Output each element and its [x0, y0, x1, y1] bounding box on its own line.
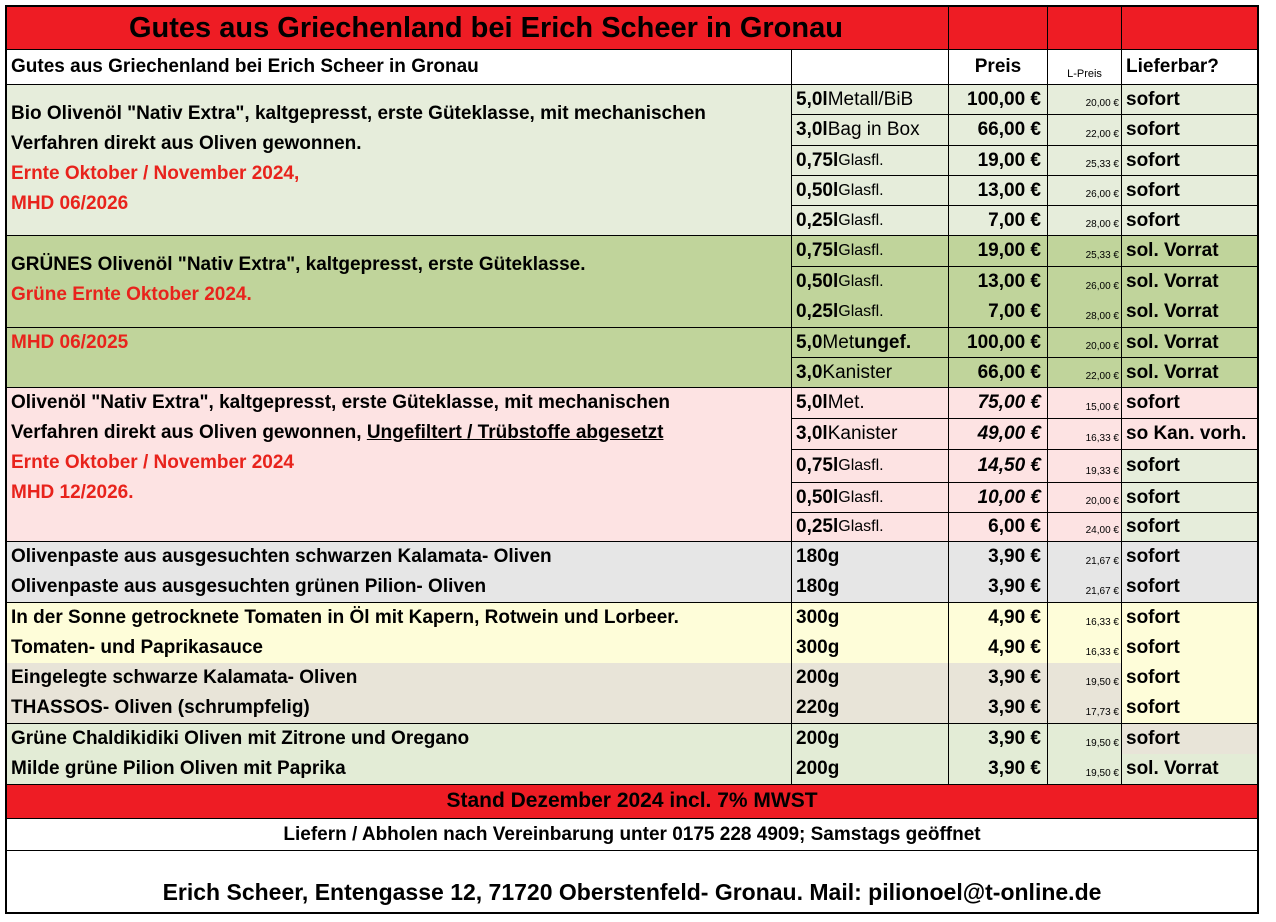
bio-description: Bio Olivenöl "Nativ Extra", kaltgepresst, erste Güteklasse, mit mechanischen Verfahren direkt aus Oliven gewonnen. Ernte Oktober / November 2024, MHD 06/2026 [7, 85, 792, 236]
size-cell: 200g [792, 724, 949, 755]
price-cell: 10,00 € [949, 483, 1048, 513]
avail-cell: sofort [1122, 388, 1257, 419]
title-row [7, 7, 1257, 50]
column-header-row [7, 50, 1257, 85]
price-list-sheet [5, 5, 1259, 914]
product-row [7, 572, 792, 603]
avail-cell: sofort [1122, 85, 1257, 115]
price-cell: 3,90 € [949, 542, 1048, 573]
price-cell: 3,90 € [949, 724, 1048, 755]
avail-cell: sofort [1122, 542, 1257, 573]
table-row [792, 236, 1257, 267]
lpreis-cell: 28,00 € [1048, 297, 1122, 328]
size-cell: 3,0l Bag in Box [792, 115, 949, 146]
avail-cell: sofort [1122, 724, 1257, 755]
table-row [792, 542, 1257, 573]
avail-cell: sofort [1122, 115, 1257, 146]
price-cell: 4,90 € [949, 603, 1048, 634]
table-row [792, 513, 1257, 542]
lpreis-cell: 19,50 € [1048, 724, 1122, 755]
product-name-cell: In der Sonne getrocknete Tomaten in Öl mit Kapern, Rotwein und Lorbeer. [7, 603, 792, 634]
product-row [7, 724, 792, 755]
table-row [792, 419, 1257, 450]
avail-cell: sol. Vorrat [1122, 328, 1257, 358]
price-cell: 4,90 € [949, 633, 1048, 664]
price-cell: 75,00 € [949, 388, 1048, 419]
price-cell: 19,00 € [949, 236, 1048, 267]
lpreis-cell: 16,33 € [1048, 633, 1122, 664]
lpreis-cell: 24,00 € [1048, 513, 1122, 542]
table-row [792, 358, 1257, 388]
size-cell: 0,25l Glasfl. [792, 297, 949, 328]
price-cell: 3,90 € [949, 663, 1048, 694]
product-row [7, 663, 792, 694]
size-cell: 0,50l Glasfl. [792, 176, 949, 206]
avail-cell: so Kan. vorh. [1122, 419, 1257, 450]
size-cell: 0,25l Glasfl. [792, 513, 949, 542]
price-cell: 13,00 € [949, 176, 1048, 206]
price-cell: 3,90 € [949, 572, 1048, 603]
lpreis-cell: 17,73 € [1048, 693, 1122, 724]
avail-cell: sofort [1122, 693, 1257, 724]
lpreis-cell: 20,00 € [1048, 483, 1122, 513]
table-row [792, 388, 1257, 419]
size-cell: 0,50l Glasfl. [792, 267, 949, 298]
price-cell: 3,90 € [949, 754, 1048, 785]
avail-cell: sofort [1122, 603, 1257, 634]
avail-cell: sofort [1122, 663, 1257, 694]
table-row [792, 450, 1257, 483]
lpreis-cell: 21,67 € [1048, 572, 1122, 603]
avail-cell: sofort [1122, 572, 1257, 603]
gruen-description: GRÜNES Olivenöl "Nativ Extra", kaltgepresst, erste Güteklasse. Grüne Ernte Oktober 2024. [7, 236, 792, 328]
lpreis-cell: 16,33 € [1048, 419, 1122, 450]
size-cell: 3,0 Kanister [792, 358, 949, 388]
lpreis-cell: 19,33 € [1048, 450, 1122, 483]
avail-cell: sofort [1122, 483, 1257, 513]
avail-cell: sol. Vorrat [1122, 236, 1257, 267]
product-name-cell: Milde grüne Pilion Oliven mit Paprika [7, 754, 792, 785]
col-avail-header: Lieferbar? [1126, 56, 1219, 77]
size-cell: 200g [792, 754, 949, 785]
price-cell: 7,00 € [949, 206, 1048, 236]
product-row [7, 603, 792, 634]
avail-cell: sol. Vorrat [1122, 754, 1257, 785]
product-row [7, 693, 792, 724]
lpreis-cell: 22,00 € [1048, 358, 1122, 388]
lpreis-cell: 16,33 € [1048, 603, 1122, 634]
price-cell: 66,00 € [949, 115, 1048, 146]
product-name-cell: Tomaten- und Paprikasauce [7, 633, 792, 664]
size-cell: 200g [792, 663, 949, 694]
table-row [792, 115, 1257, 146]
size-cell: 180g [792, 572, 949, 603]
lpreis-cell: 19,50 € [1048, 663, 1122, 694]
avail-cell: sofort [1122, 513, 1257, 542]
table-row [792, 693, 1257, 724]
address-text: Erich Scheer, Entengasse 12, 71720 Oberstenfeld- Gronau. Mail: pilionoel@t-online.de [162, 879, 1102, 905]
lpreis-cell: 28,00 € [1048, 206, 1122, 236]
avail-cell: sofort [1122, 176, 1257, 206]
unfiltered-description: Olivenöl "Nativ Extra", kaltgepresst, erste Güteklasse, mit mechanischen Verfahren direkt aus Oliven gewonnen, Ungefiltert / Trübstoffe abgesetzt Ernte Oktober / November 2024 MHD 12/2026. [7, 388, 792, 542]
size-cell: 0,50l Glasfl. [792, 483, 949, 513]
table-row [792, 206, 1257, 236]
lpreis-cell: 20,00 € [1048, 328, 1122, 358]
liefern-row [7, 819, 1257, 851]
table-row [792, 176, 1257, 206]
lpreis-cell: 22,00 € [1048, 115, 1122, 146]
table-row [792, 267, 1257, 298]
size-cell: 180g [792, 542, 949, 573]
mhd-description: MHD 06/2025 [7, 328, 792, 388]
table-row [792, 724, 1257, 755]
table-row [792, 483, 1257, 513]
page-title: Gutes aus Griechenland bei Erich Scheer in Gronau [129, 11, 843, 44]
price-cell: 19,00 € [949, 146, 1048, 176]
size-cell: 5,0 Met ungef. [792, 328, 949, 358]
table-row [792, 85, 1257, 115]
lpreis-cell: 21,67 € [1048, 542, 1122, 573]
table-row [792, 328, 1257, 358]
size-cell: 220g [792, 693, 949, 724]
avail-cell: sol. Vorrat [1122, 267, 1257, 298]
table-row [792, 603, 1257, 634]
lpreis-cell: 19,50 € [1048, 754, 1122, 785]
table-row [792, 146, 1257, 176]
avail-cell: sol. Vorrat [1122, 358, 1257, 388]
price-cell: 3,90 € [949, 693, 1048, 724]
stand-row [7, 784, 1257, 819]
table-row [792, 633, 1257, 664]
size-cell: 5,0l Met. [792, 388, 949, 419]
price-cell: 100,00 € [949, 328, 1048, 358]
price-cell: 13,00 € [949, 267, 1048, 298]
product-row [7, 754, 792, 785]
avail-cell: sofort [1122, 450, 1257, 483]
size-cell: 0,75l Glasfl. [792, 236, 949, 267]
product-row [7, 633, 792, 664]
product-name-cell: Grüne Chaldikidiki Oliven mit Zitrone und Oregano [7, 724, 792, 755]
price-cell: 7,00 € [949, 297, 1048, 328]
lpreis-cell: 20,00 € [1048, 85, 1122, 115]
liefern-text: Liefern / Abholen nach Vereinbarung unter 0175 228 4909; Samstags geöffnet [283, 823, 981, 845]
lpreis-cell: 15,00 € [1048, 388, 1122, 419]
col-lpreis-header: L-Preis [1067, 68, 1102, 80]
price-cell: 66,00 € [949, 358, 1048, 388]
price-cell: 100,00 € [949, 85, 1048, 115]
price-cell: 49,00 € [949, 419, 1048, 450]
lpreis-cell: 26,00 € [1048, 267, 1122, 298]
size-cell: 0,75l Glasfl. [792, 450, 949, 483]
table-row [792, 754, 1257, 785]
col-price-header: Preis [974, 56, 1022, 77]
stand-text: Stand Dezember 2024 incl. 7% MWST [446, 789, 818, 812]
table-row [792, 663, 1257, 694]
price-cell: 6,00 € [949, 513, 1048, 542]
table-row [792, 297, 1257, 328]
avail-cell: sol. Vorrat [1122, 297, 1257, 328]
product-name-cell: Olivenpaste aus ausgesuchten grünen Pilion- Oliven [7, 572, 792, 603]
size-cell: 0,25l Glasfl. [792, 206, 949, 236]
product-name-cell: THASSOS- Oliven (schrumpfelig) [7, 693, 792, 724]
avail-cell: sofort [1122, 206, 1257, 236]
lpreis-cell: 26,00 € [1048, 176, 1122, 206]
product-row [7, 542, 792, 573]
subtitle: Gutes aus Griechenland bei Erich Scheer in Gronau [11, 56, 479, 77]
size-cell: 300g [792, 603, 949, 634]
avail-cell: sofort [1122, 633, 1257, 664]
avail-cell: sofort [1122, 146, 1257, 176]
lpreis-cell: 25,33 € [1048, 236, 1122, 267]
size-cell: 3,0l Kanister [792, 419, 949, 450]
size-cell: 5,0l Metall/BiB [792, 85, 949, 115]
lpreis-cell: 25,33 € [1048, 146, 1122, 176]
product-name-cell: Olivenpaste aus ausgesuchten schwarzen Kalamata- Oliven [7, 542, 792, 573]
price-cell: 14,50 € [949, 450, 1048, 483]
product-name-cell: Eingelegte schwarze Kalamata- Oliven [7, 663, 792, 694]
size-cell: 0,75l Glasfl. [792, 146, 949, 176]
table-row [792, 572, 1257, 603]
title-cell [7, 7, 949, 50]
address-row [7, 851, 1257, 912]
size-cell: 300g [792, 633, 949, 664]
